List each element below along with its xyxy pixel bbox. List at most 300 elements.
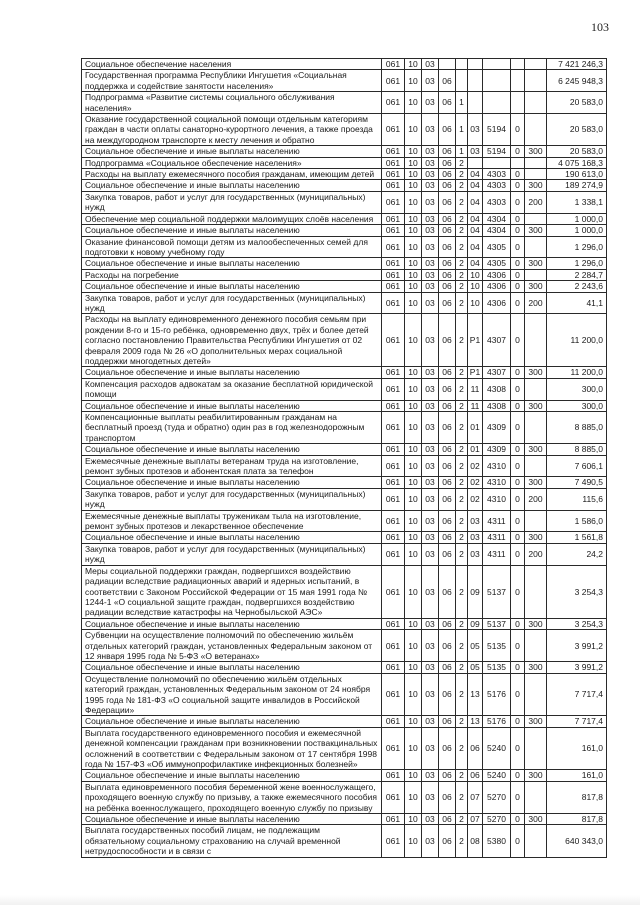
expense-code: 0: [511, 716, 525, 727]
section-code: 10: [405, 727, 422, 770]
subsection-code: 03: [422, 378, 439, 400]
row-amount: 115,6: [547, 488, 607, 510]
table-row: [82, 477, 607, 488]
subprogram-code: 2: [456, 213, 468, 224]
expense-type-code: 300: [525, 532, 547, 543]
ved-code: 061: [382, 618, 405, 629]
ved-code: 061: [382, 400, 405, 411]
section-code: 10: [405, 157, 422, 168]
program-code: [439, 59, 456, 70]
row-amount: 1 586,0: [547, 510, 607, 532]
program-code: 06: [439, 510, 456, 532]
row-name: Социальное обеспечение и иные выплаты населению: [82, 477, 382, 488]
expense-code: 0: [511, 565, 525, 618]
row-name: Социальное обеспечение и иные выплаты населению: [82, 225, 382, 236]
subprogram-code: 2: [456, 378, 468, 400]
program-code: 06: [439, 314, 456, 367]
program-code: 06: [439, 444, 456, 455]
expense-code: 0: [511, 236, 525, 258]
row-amount: 20 583,0: [547, 114, 607, 146]
subsection-code: 03: [422, 114, 439, 146]
program-code: 06: [439, 258, 456, 269]
program-code: 06: [439, 236, 456, 258]
ved-code: 061: [382, 477, 405, 488]
table-row: [82, 532, 607, 543]
row-name: Подпрограмма «Социальное обеспечение населения»: [82, 157, 382, 168]
subsection-code: 03: [422, 59, 439, 70]
table-row: [82, 292, 607, 314]
row-name: Социальное обеспечение и иные выплаты населению: [82, 716, 382, 727]
program-code: 06: [439, 412, 456, 444]
section-code: 10: [405, 367, 422, 378]
table-row: [82, 543, 607, 565]
table-row: [82, 444, 607, 455]
direction-code: 4311: [483, 543, 511, 565]
row-name: Меры социальной поддержки граждан, подвергшихся воздействию радиации вследствие радиационных аварий и ядерных испытаний, в соответствии с Законом Российской Федерации от 15 мая 1991 года № 1244-1 «О социальной защите граждан, подвергшихся воздействию радиации вследствие катастрофы на Чернобыльской АЭС»: [82, 565, 382, 618]
ved-code: 061: [382, 169, 405, 180]
subprogram-code: 2: [456, 814, 468, 825]
main-event-code: 03: [468, 532, 483, 543]
ved-code: 061: [382, 444, 405, 455]
main-event-code: 03: [468, 146, 483, 157]
expense-code: 0: [511, 781, 525, 813]
expense-code: 0: [511, 225, 525, 236]
subprogram-code: 2: [456, 825, 468, 857]
row-name: Закупка товаров, работ и услуг для государственных (муниципальных) нужд: [82, 488, 382, 510]
ved-code: 061: [382, 314, 405, 367]
table-row: [82, 630, 607, 662]
table-row: [82, 236, 607, 258]
expense-type-code: [525, 70, 547, 92]
ved-code: 061: [382, 716, 405, 727]
main-event-code: [468, 92, 483, 114]
subsection-code: 03: [422, 444, 439, 455]
section-code: 10: [405, 169, 422, 180]
row-name: Расходы на выплату единовременного денежного пособия семьям при рождении 8-го и 15-го ребёнка, одновременно двух, трёх и более детей согласно постановлению Правительства Республики Ингушетия от 02 февраля 2009 года № 26 «О дополнительных мерах социальной поддержки многодетных детей»: [82, 314, 382, 367]
row-name: Социальное обеспечение и иные выплаты населению: [82, 367, 382, 378]
expense-code: 0: [511, 378, 525, 400]
expense-type-code: 300: [525, 618, 547, 629]
main-event-code: 13: [468, 716, 483, 727]
row-name: Выплата государственных пособий лицам, не подлежащим обязательному социальному страхованию на случай временной нетрудоспособности и в связи с: [82, 825, 382, 857]
table-row: [82, 225, 607, 236]
expense-code: 0: [511, 673, 525, 716]
main-event-code: 11: [468, 378, 483, 400]
subprogram-code: 2: [456, 292, 468, 314]
subsection-code: 03: [422, 630, 439, 662]
subsection-code: 03: [422, 292, 439, 314]
direction-code: 5194: [483, 114, 511, 146]
table-row: [82, 716, 607, 727]
table-row: [82, 180, 607, 191]
ved-code: 061: [382, 510, 405, 532]
expense-type-code: 200: [525, 488, 547, 510]
table-row: [82, 258, 607, 269]
section-code: 10: [405, 92, 422, 114]
row-name: Подпрограмма «Развитие системы социального обслуживания населения»: [82, 92, 382, 114]
expense-code: 0: [511, 213, 525, 224]
subprogram-code: 2: [456, 281, 468, 292]
row-amount: 7 717,4: [547, 673, 607, 716]
row-name: Ежемесячные денежные выплаты труженикам тыла на изготовление, ремонт зубных протезов и лекарственное обеспечение: [82, 510, 382, 532]
subsection-code: 03: [422, 367, 439, 378]
row-name: Выплата единовременного пособия беременной жене военнослужащего, проходящего военную службу по призыву, а также ежемесячного пособия на ребёнка военнослужащего, проходящего военную службу по призыву: [82, 781, 382, 813]
expense-code: 0: [511, 662, 525, 673]
subprogram-code: 2: [456, 367, 468, 378]
direction-code: 5240: [483, 770, 511, 781]
expense-type-code: [525, 825, 547, 857]
subprogram-code: 2: [456, 662, 468, 673]
main-event-code: 04: [468, 180, 483, 191]
direction-code: [483, 59, 511, 70]
table-row: [82, 400, 607, 411]
expense-code: 0: [511, 314, 525, 367]
row-amount: 7 421 246,3: [547, 59, 607, 70]
expense-type-code: 300: [525, 814, 547, 825]
program-code: 06: [439, 716, 456, 727]
subprogram-code: [456, 59, 468, 70]
direction-code: 5176: [483, 673, 511, 716]
row-amount: 2 243,6: [547, 281, 607, 292]
expense-type-code: [525, 269, 547, 280]
direction-code: 4305: [483, 236, 511, 258]
program-code: 06: [439, 781, 456, 813]
program-code: 06: [439, 292, 456, 314]
row-amount: 7 717,4: [547, 716, 607, 727]
section-code: 10: [405, 281, 422, 292]
subsection-code: 03: [422, 673, 439, 716]
subprogram-code: 2: [456, 673, 468, 716]
main-event-code: 07: [468, 814, 483, 825]
main-event-code: 08: [468, 825, 483, 857]
section-code: 10: [405, 716, 422, 727]
row-name: Социальное обеспечение и иные выплаты населению: [82, 400, 382, 411]
section-code: 10: [405, 630, 422, 662]
subsection-code: 03: [422, 146, 439, 157]
section-code: 10: [405, 191, 422, 213]
ved-code: 061: [382, 70, 405, 92]
ved-code: 061: [382, 412, 405, 444]
program-code: 06: [439, 565, 456, 618]
row-amount: 20 583,0: [547, 146, 607, 157]
expense-code: 0: [511, 281, 525, 292]
subprogram-code: 1: [456, 146, 468, 157]
row-name: Социальное обеспечение и иные выплаты населению: [82, 258, 382, 269]
table-row: [82, 825, 607, 857]
subprogram-code: 2: [456, 630, 468, 662]
expense-type-code: [525, 565, 547, 618]
expense-type-code: [525, 412, 547, 444]
subprogram-code: 2: [456, 727, 468, 770]
direction-code: [483, 70, 511, 92]
subsection-code: 03: [422, 169, 439, 180]
table-row: [82, 455, 607, 477]
subsection-code: 03: [422, 565, 439, 618]
subsection-code: 03: [422, 477, 439, 488]
table-row: [82, 114, 607, 146]
main-event-code: 04: [468, 258, 483, 269]
subsection-code: 03: [422, 618, 439, 629]
row-amount: 3 254,3: [547, 565, 607, 618]
main-event-code: 10: [468, 269, 483, 280]
program-code: 06: [439, 770, 456, 781]
direction-code: 5270: [483, 814, 511, 825]
program-code: 06: [439, 662, 456, 673]
row-name: Обеспечение мер социальной поддержки малоимущих слоёв населения: [82, 213, 382, 224]
expense-code: 0: [511, 258, 525, 269]
row-name: Компенсация расходов адвокатам за оказание бесплатной юридической помощи: [82, 378, 382, 400]
main-event-code: 02: [468, 455, 483, 477]
ved-code: 061: [382, 367, 405, 378]
expense-type-code: 200: [525, 191, 547, 213]
row-amount: 817,8: [547, 814, 607, 825]
row-amount: 41,1: [547, 292, 607, 314]
expense-type-code: [525, 630, 547, 662]
main-event-code: 07: [468, 781, 483, 813]
expense-code: 0: [511, 292, 525, 314]
main-event-code: 06: [468, 770, 483, 781]
row-amount: 1 000,0: [547, 213, 607, 224]
ved-code: 061: [382, 59, 405, 70]
table-row: [82, 814, 607, 825]
row-name: Социальное обеспечение и иные выплаты населению: [82, 146, 382, 157]
direction-code: 5270: [483, 781, 511, 813]
expense-type-code: [525, 114, 547, 146]
ved-code: 061: [382, 213, 405, 224]
subsection-code: 03: [422, 191, 439, 213]
direction-code: 4311: [483, 510, 511, 532]
ved-code: 061: [382, 770, 405, 781]
subsection-code: 03: [422, 180, 439, 191]
expense-code: 0: [511, 114, 525, 146]
budget-table: [81, 58, 607, 858]
expense-code: [511, 92, 525, 114]
row-amount: 24,2: [547, 543, 607, 565]
section-code: 10: [405, 59, 422, 70]
section-code: 10: [405, 781, 422, 813]
direction-code: 4304: [483, 225, 511, 236]
section-code: 10: [405, 258, 422, 269]
table-row: [82, 59, 607, 70]
expense-code: 0: [511, 510, 525, 532]
subsection-code: 03: [422, 770, 439, 781]
table-row: [82, 157, 607, 168]
expense-code: 0: [511, 269, 525, 280]
row-name: Социальное обеспечение и иные выплаты населению: [82, 532, 382, 543]
subprogram-code: 2: [456, 477, 468, 488]
row-amount: 3 254,3: [547, 618, 607, 629]
table-row: [82, 146, 607, 157]
subsection-code: 03: [422, 716, 439, 727]
direction-code: 5240: [483, 727, 511, 770]
subsection-code: 03: [422, 92, 439, 114]
subsection-code: 03: [422, 213, 439, 224]
direction-code: 4306: [483, 269, 511, 280]
expense-code: 0: [511, 180, 525, 191]
subprogram-code: 2: [456, 236, 468, 258]
expense-type-code: 300: [525, 180, 547, 191]
ved-code: 061: [382, 378, 405, 400]
main-event-code: 11: [468, 400, 483, 411]
ved-code: 061: [382, 532, 405, 543]
expense-type-code: 300: [525, 477, 547, 488]
direction-code: 5176: [483, 716, 511, 727]
table-row: [82, 92, 607, 114]
expense-code: 0: [511, 169, 525, 180]
expense-code: 0: [511, 477, 525, 488]
direction-code: 5380: [483, 825, 511, 857]
main-event-code: 02: [468, 488, 483, 510]
row-name: Расходы на погребение: [82, 269, 382, 280]
direction-code: 5194: [483, 146, 511, 157]
program-code: 06: [439, 114, 456, 146]
row-name: Выплата государственного единовременного пособия и ежемесячной денежной компенсации гражданам при возникновении поствакцинальных осложнений в соответствии с Федеральным законом от 17 сентября 1998 года № 157-ФЗ «Об иммунопрофилактике инфекционных болезней»: [82, 727, 382, 770]
expense-type-code: 300: [525, 281, 547, 292]
main-event-code: 06: [468, 727, 483, 770]
program-code: 06: [439, 673, 456, 716]
expense-type-code: [525, 236, 547, 258]
expense-code: 0: [511, 488, 525, 510]
subsection-code: 03: [422, 543, 439, 565]
table-row: [82, 367, 607, 378]
ved-code: 061: [382, 543, 405, 565]
main-event-code: [468, 70, 483, 92]
row-amount: 8 885,0: [547, 444, 607, 455]
section-code: 10: [405, 814, 422, 825]
direction-code: 5135: [483, 630, 511, 662]
expense-code: 0: [511, 412, 525, 444]
table-row: [82, 269, 607, 280]
section-code: 10: [405, 213, 422, 224]
main-event-code: 10: [468, 281, 483, 292]
ved-code: 061: [382, 225, 405, 236]
direction-code: 4310: [483, 477, 511, 488]
section-code: 10: [405, 455, 422, 477]
row-amount: 7 606,1: [547, 455, 607, 477]
subsection-code: 03: [422, 412, 439, 444]
expense-type-code: [525, 510, 547, 532]
table-row: [82, 281, 607, 292]
direction-code: 5135: [483, 662, 511, 673]
subprogram-code: 2: [456, 543, 468, 565]
row-amount: 161,0: [547, 727, 607, 770]
subprogram-code: 2: [456, 716, 468, 727]
direction-code: 5137: [483, 618, 511, 629]
program-code: 06: [439, 213, 456, 224]
subsection-code: 03: [422, 269, 439, 280]
main-event-code: 13: [468, 673, 483, 716]
direction-code: 4309: [483, 444, 511, 455]
expense-code: 0: [511, 543, 525, 565]
subprogram-code: 2: [456, 258, 468, 269]
expense-code: 0: [511, 825, 525, 857]
table-row: [82, 662, 607, 673]
row-name: Социальное обеспечение и иные выплаты населению: [82, 618, 382, 629]
expense-code: 0: [511, 630, 525, 662]
table-row: [82, 213, 607, 224]
ved-code: 061: [382, 236, 405, 258]
subprogram-code: 2: [456, 770, 468, 781]
subprogram-code: 2: [456, 157, 468, 168]
program-code: 06: [439, 269, 456, 280]
direction-code: 4307: [483, 314, 511, 367]
row-amount: 20 583,0: [547, 92, 607, 114]
table-row: [82, 169, 607, 180]
row-amount: 640 343,0: [547, 825, 607, 857]
expense-code: 0: [511, 727, 525, 770]
section-code: 10: [405, 532, 422, 543]
ved-code: 061: [382, 662, 405, 673]
row-amount: 3 991,2: [547, 662, 607, 673]
row-name: Компенсационные выплаты реабилитированным гражданам на бесплатный проезд (туда и обратно) один раз в год железнодорожным транспортом: [82, 412, 382, 444]
subprogram-code: 2: [456, 169, 468, 180]
subprogram-code: 2: [456, 532, 468, 543]
expense-code: [511, 157, 525, 168]
row-amount: 300,0: [547, 400, 607, 411]
direction-code: 4311: [483, 532, 511, 543]
subprogram-code: 2: [456, 565, 468, 618]
main-event-code: 05: [468, 630, 483, 662]
row-amount: 8 885,0: [547, 412, 607, 444]
expense-type-code: 200: [525, 292, 547, 314]
subsection-code: 03: [422, 225, 439, 236]
section-code: 10: [405, 565, 422, 618]
ved-code: 061: [382, 114, 405, 146]
table-row: [82, 781, 607, 813]
program-code: 06: [439, 455, 456, 477]
main-event-code: 04: [468, 236, 483, 258]
section-code: 10: [405, 292, 422, 314]
subprogram-code: 2: [456, 444, 468, 455]
section-code: 10: [405, 444, 422, 455]
main-event-code: 04: [468, 225, 483, 236]
expense-code: 0: [511, 367, 525, 378]
program-code: 06: [439, 191, 456, 213]
expense-type-code: [525, 213, 547, 224]
expense-code: 0: [511, 444, 525, 455]
subsection-code: 03: [422, 236, 439, 258]
main-event-code: 02: [468, 477, 483, 488]
row-name: Расходы на выплату ежемесячного пособия гражданам, имеющим детей: [82, 169, 382, 180]
program-code: 06: [439, 169, 456, 180]
program-code: 06: [439, 92, 456, 114]
subsection-code: 03: [422, 281, 439, 292]
section-code: 10: [405, 412, 422, 444]
program-code: 06: [439, 367, 456, 378]
program-code: 06: [439, 825, 456, 857]
section-code: 10: [405, 477, 422, 488]
main-event-code: 03: [468, 114, 483, 146]
row-amount: 817,8: [547, 781, 607, 813]
expense-type-code: [525, 378, 547, 400]
program-code: 06: [439, 727, 456, 770]
program-code: 06: [439, 281, 456, 292]
main-event-code: 09: [468, 618, 483, 629]
subsection-code: 03: [422, 510, 439, 532]
table-row: [82, 70, 607, 92]
row-name: Социальное обеспечение и иные выплаты населению: [82, 814, 382, 825]
row-name: Субвенции на осуществление полномочий по обеспечению жильём отдельных категорий граждан, установленных Федеральным законом от 12 января 1995 года № 5-ФЗ «О ветеранах»: [82, 630, 382, 662]
expense-code: [511, 70, 525, 92]
direction-code: 4310: [483, 488, 511, 510]
main-event-code: 04: [468, 213, 483, 224]
expense-code: [511, 59, 525, 70]
subsection-code: 03: [422, 727, 439, 770]
section-code: 10: [405, 618, 422, 629]
expense-type-code: [525, 781, 547, 813]
expense-type-code: [525, 314, 547, 367]
program-code: 06: [439, 618, 456, 629]
